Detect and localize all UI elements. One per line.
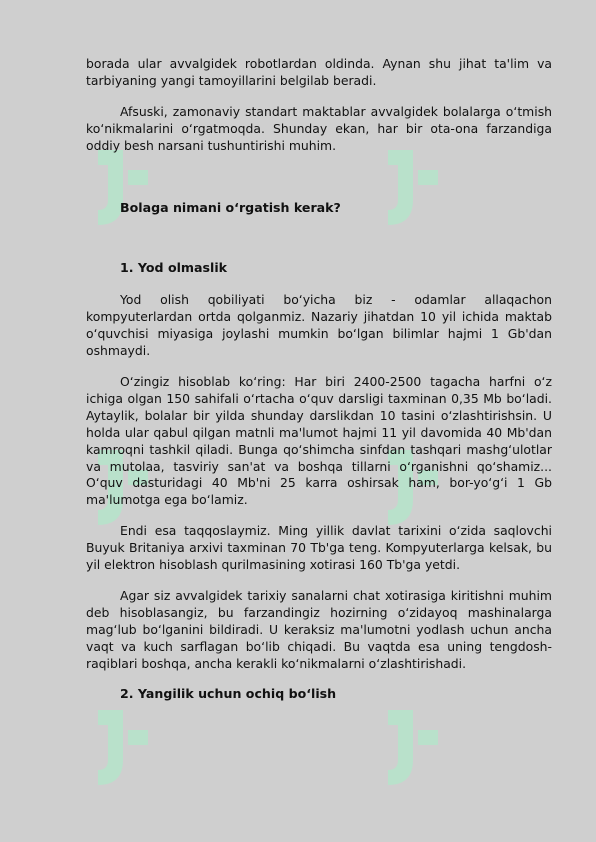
paragraph-3: Yod olish qobiliyati bo‘yicha biz - odamlar allaqachon kompyuterlardan ortda qolganmiz. Nazariy jihatdan 10 yil ichida maktab o‘quvchisi miyasiga joylashi mumkin bo‘lgan bilimlar hajmi 1 Gb'dan oshmaydi.	[86, 292, 552, 359]
watermark-logo-icon	[78, 700, 158, 795]
heading-section-1: 1. Yod olmaslik	[120, 260, 228, 276]
paragraph-4: O‘zingiz hisoblab ko‘ring: Har biri 2400-2500 tagacha harfni o‘z ichiga olgan 150 sahifali o‘rtacha o‘quv darsligi taxminan 0,35 Mb bo‘ladi. Aytaylik, bolalar bir yilda shunday darslikdan 10 tasini o‘zlashtirishsin. U holda ular qabul qilgan matnli ma'lumot hajmi 11 yil davomida 40 Mb'dan kamroqni tashkil qiladi. Bunga qo‘shimcha sinfdan tashqari mashg‘ulotlar va mutolaa, tasviriy san'at va boshqa tillarni o‘rganishni qo‘shamiz... O‘quv dasturidagi 40 Mb'ni 25 karra oshirsak ham, bor-yo‘g‘i 1 Gb ma'lumotga ega bo‘lamiz.	[86, 373, 552, 508]
paragraph-5: Endi esa taqqoslaymiz. Ming yillik davlat tarixini o‘zida saqlovchi Buyuk Britaniya arxivi taxminan 70 Tb'ga teng. Kompyuterlarga kelsak, bu yil elektron hisoblash qurilmasining xotirasi 160 Tb'ga yetdi.	[86, 523, 552, 573]
paragraph-2: Afsuski, zamonaviy standart maktablar avvalgidek bolalarga o‘tmish ko‘nikmalarini o‘rgatmoqda. Shunday ekan, har bir ota-ona farzandiga oddiy besh narsani tushuntirishi muhim.	[86, 103, 552, 153]
paragraph-6: Agar siz avvalgidek tarixiy sanalarni chat xotirasiga kiritishni muhim deb hisoblasangiz, bu farzandingiz hozirning o‘zidayoq mashinalarga mag‘lub bo‘lganini bildiradi. U keraksiz ma'lumotni yodlash uchun ancha vaqt va kuch sarflagan bo‘lib chiqadi. Bu vaqtda esa uning tengdosh-raqiblari boshqa, ancha kerakli ko‘nikmalarni o‘zlashtirishadi.	[86, 587, 552, 671]
paragraph-1: borada ular avvalgidek robotlardan oldinda. Aynan shu jihat ta'lim va tarbiyaning yangi tamoyillarini belgilab beradi.	[86, 56, 552, 88]
document-body	[86, 56, 552, 703]
heading-what-to-teach: Bolaga nimani o‘rgatish kerak?	[120, 199, 341, 215]
heading-section-2: 2. Yangilik uchun ochiq bo‘lish	[120, 686, 337, 702]
watermark-logo-icon	[368, 700, 448, 795]
